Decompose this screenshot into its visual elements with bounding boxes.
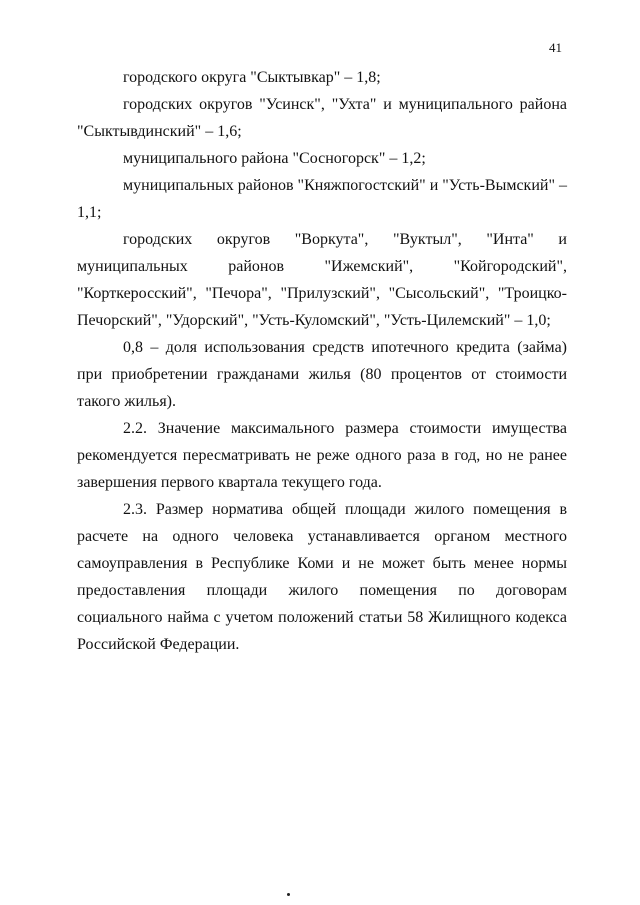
page-number: 41 <box>549 40 562 55</box>
paragraph-section-2-3: 2.3. Размер норматива общей площади жилого помещения в расчете на одного человека устанавливается органом местного самоуправления в Республике Коми и не может быть менее нормы предоставления площади жилого помещения по договорам социального найма с учетом положений статьи 58 Жилищного кодекса Российской Федерации. <box>77 501 567 653</box>
paragraph-mortgage-share: 0,8 – доля использования средств ипотечного кредита (займа) при приобретении гражданами жилья (80 процентов от стоимости такого жилья). <box>77 339 567 410</box>
scan-speck <box>287 893 290 896</box>
paragraph-coefficient-knyazhpogost: муниципальных районов "Княжпогостский" и "Усть-Вымский" – 1,1; <box>77 177 567 221</box>
paragraph-section-2-2: 2.2. Значение максимального размера стоимости имущества рекомендуется пересматривать не реже одного раза в год, но не ранее завершения первого квартала текущего года. <box>77 420 567 491</box>
paragraph-coefficient-usinsk-ukhta: городских округов "Усинск", "Ухта" и муниципального района "Сыктывдинский" – 1,6; <box>77 96 567 140</box>
paragraph-coefficient-sosnogorsk: муниципального района "Сосногорск" – 1,2; <box>123 150 426 167</box>
paragraph-coefficient-vorkuta-group: городских округов "Воркута", "Вуктыл", "Инта" и муниципальных районов "Ижемский", "Койгородский", "Корткеросский", "Печора", "Прилузский", "Сысольский", "Троицко-Печорский", "Удорский", "Усть-Куломский", "Усть-Цилемский" – 1,0; <box>77 231 567 329</box>
paragraph-coefficient-syktyvkar: городского округа "Сыктывкар" – 1,8; <box>123 69 381 86</box>
document-body <box>77 64 567 658</box>
